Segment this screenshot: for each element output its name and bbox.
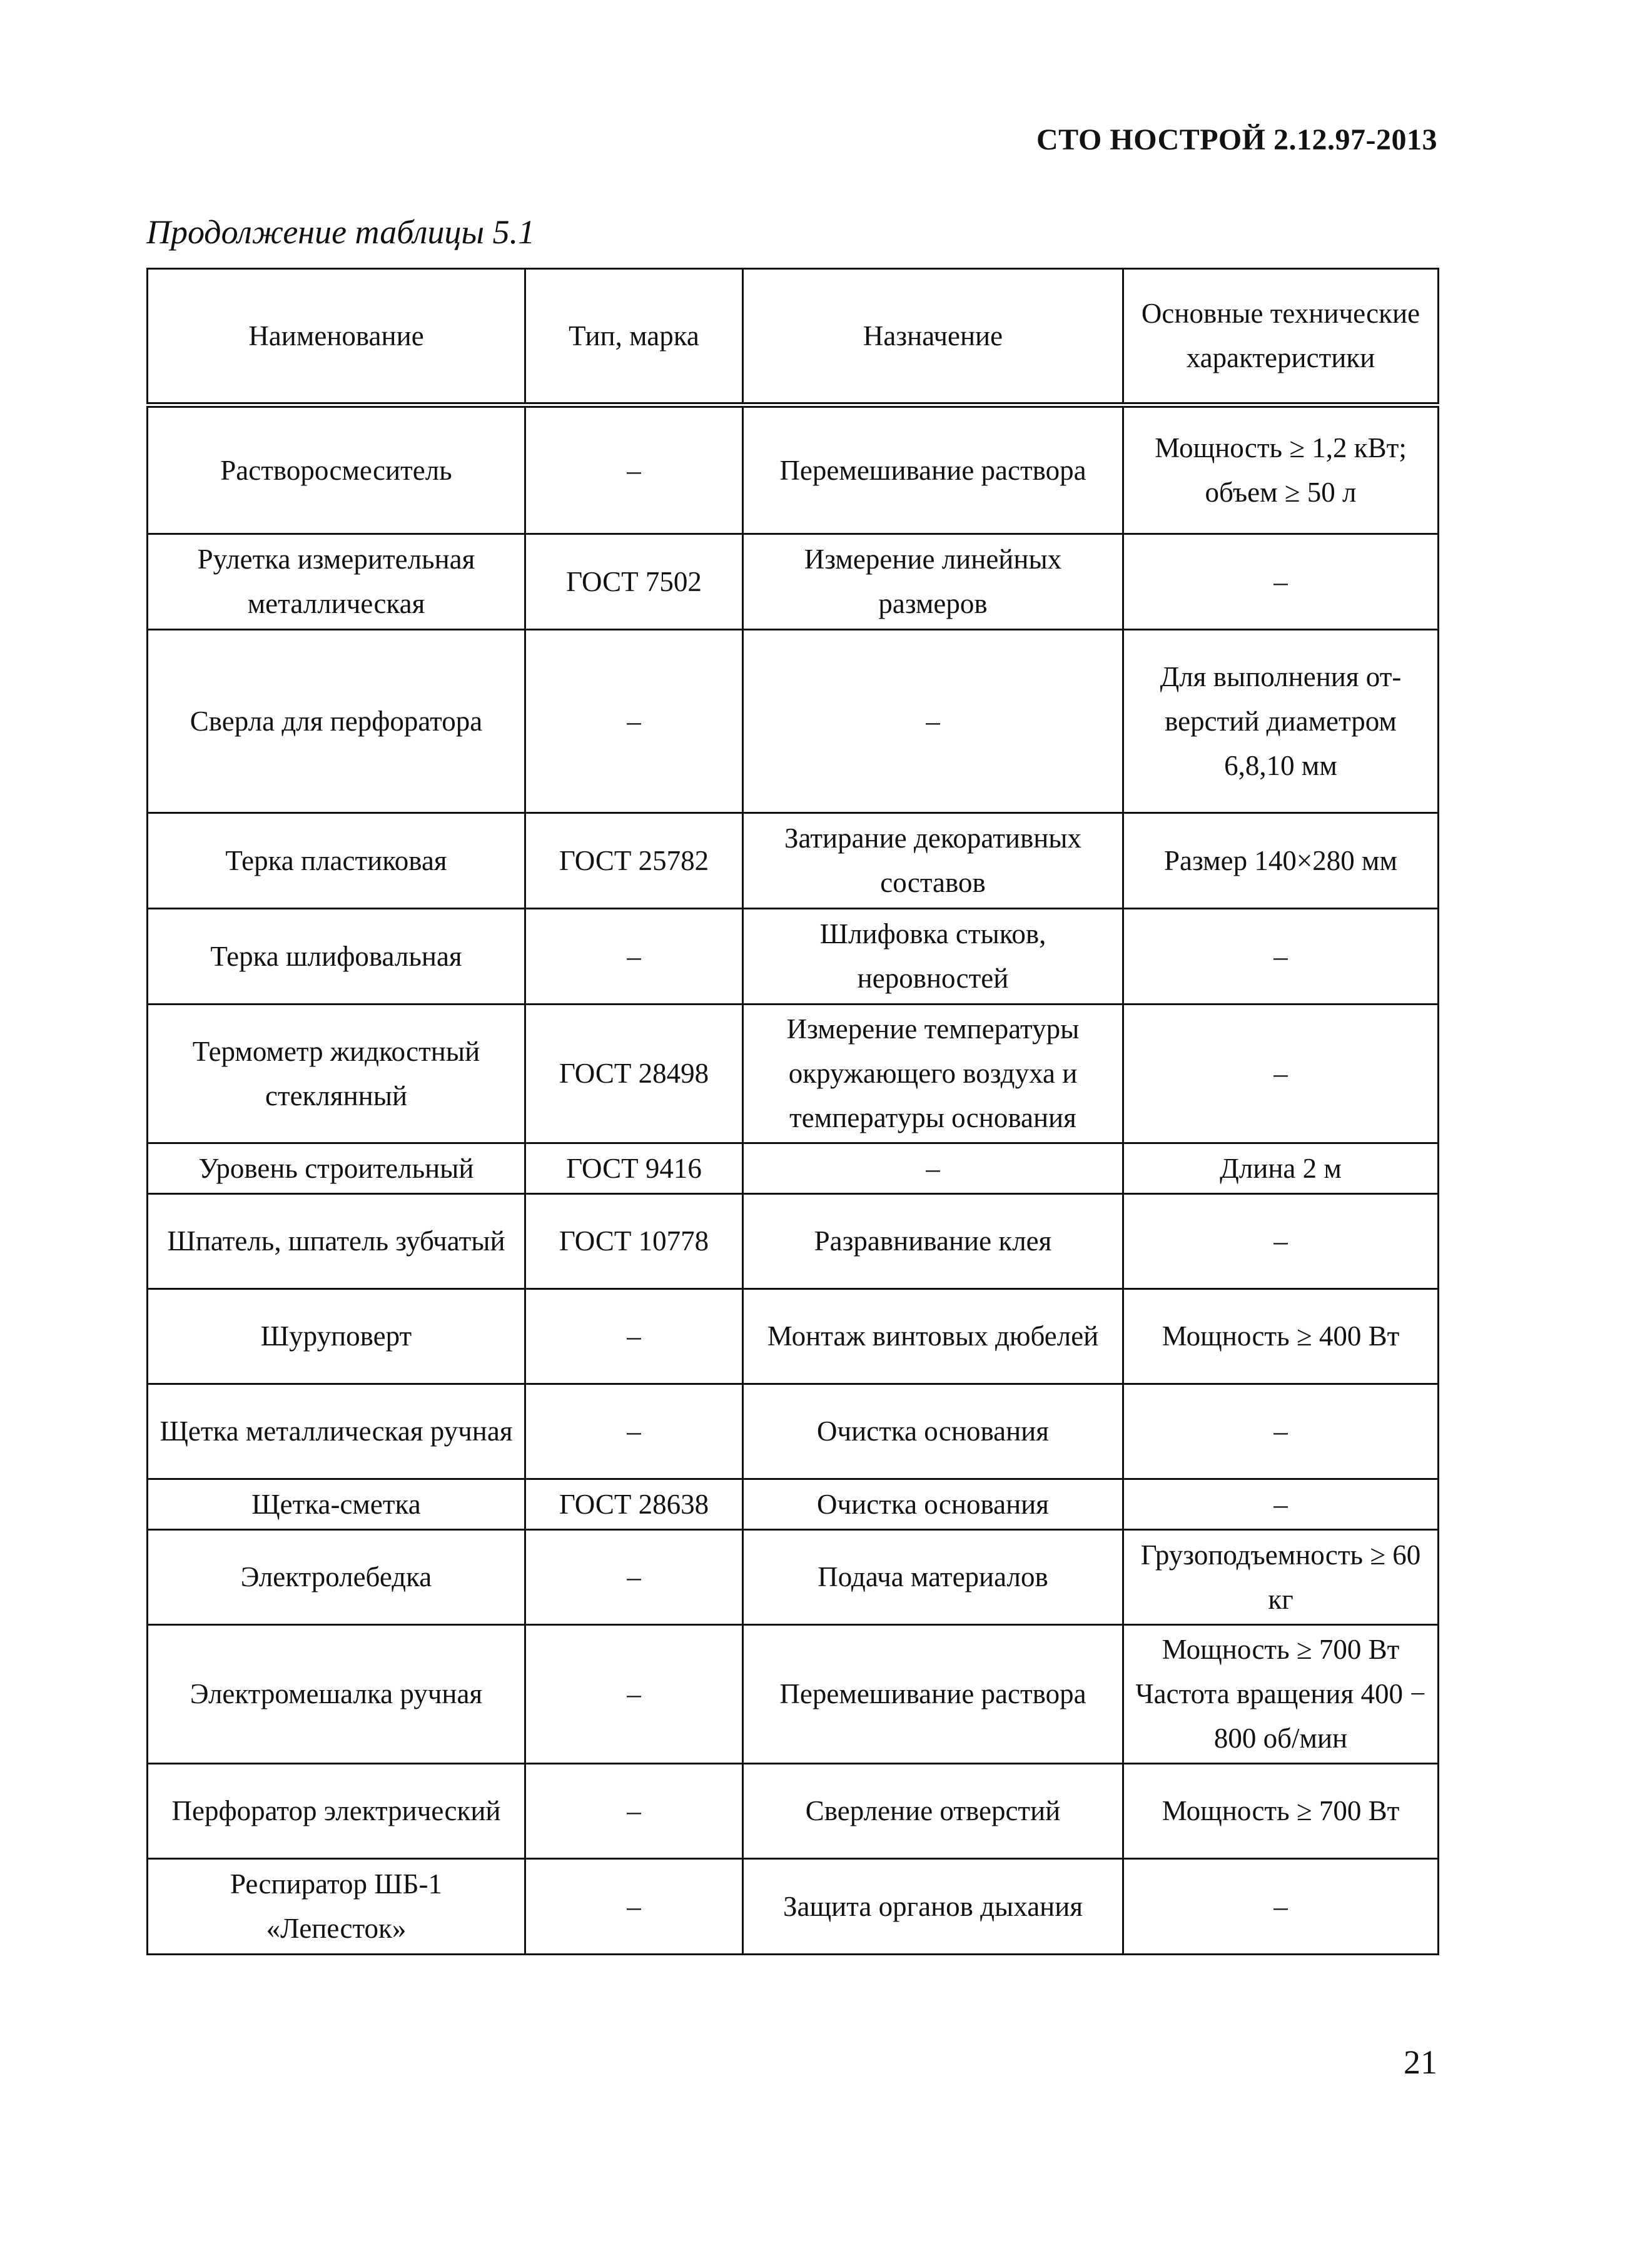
- equipment-table-container: [146, 268, 1437, 1955]
- cell-purpose: Измерение линейных размеров: [743, 534, 1123, 630]
- table-row: [148, 1859, 1439, 1955]
- cell-purpose: Монтаж винтовых дюбелей: [743, 1289, 1123, 1384]
- table-row: [148, 1625, 1439, 1764]
- cell-name: Уровень строительный: [148, 1143, 525, 1194]
- cell-type: –: [525, 630, 743, 813]
- cell-type: ГОСТ 25782: [525, 813, 743, 909]
- cell-name: Терка пластиковая: [148, 813, 525, 909]
- cell-purpose: –: [743, 1143, 1123, 1194]
- cell-specs: –: [1123, 909, 1439, 1005]
- cell-type: ГОСТ 9416: [525, 1143, 743, 1194]
- cell-type: ГОСТ 28638: [525, 1479, 743, 1530]
- cell-name: Рулетка измерительная металлическая: [148, 534, 525, 630]
- cell-purpose: Очистка основания: [743, 1384, 1123, 1479]
- cell-purpose: Сверление отверстий: [743, 1764, 1123, 1859]
- document-code: СТО НОСТРОЙ 2.12.97-2013: [1036, 123, 1437, 156]
- table-row: [148, 405, 1439, 534]
- cell-type: ГОСТ 28498: [525, 1005, 743, 1143]
- cell-specs: Для выполнения от-верстий диаметром 6,8,10 мм: [1123, 630, 1439, 813]
- cell-name: Шуруповерт: [148, 1289, 525, 1384]
- cell-purpose: Защита органов дыхания: [743, 1859, 1123, 1955]
- cell-type: –: [525, 1530, 743, 1625]
- table-row: [148, 1530, 1439, 1625]
- cell-name: Электромешалка ручная: [148, 1625, 525, 1764]
- cell-type: –: [525, 1625, 743, 1764]
- cell-specs: –: [1123, 1194, 1439, 1289]
- table-row: [148, 909, 1439, 1005]
- cell-type: ГОСТ 10778: [525, 1194, 743, 1289]
- cell-specs: –: [1123, 1005, 1439, 1143]
- cell-name: Терка шлифовальная: [148, 909, 525, 1005]
- cell-name: Растворосмеситель: [148, 405, 525, 534]
- cell-specs: Мощность ≥ 700 Вт: [1123, 1764, 1439, 1859]
- column-header-name: Наименование: [148, 269, 525, 405]
- cell-name: Перфоратор электрический: [148, 1764, 525, 1859]
- table-row: [148, 813, 1439, 909]
- cell-type: –: [525, 1384, 743, 1479]
- column-header-purpose: Назначение: [743, 269, 1123, 405]
- cell-specs: Грузоподъемность ≥ 60 кг: [1123, 1530, 1439, 1625]
- cell-type: –: [525, 405, 743, 534]
- cell-name: Шпатель, шпатель зубчатый: [148, 1194, 525, 1289]
- column-header-type: Тип, марка: [525, 269, 743, 405]
- table-row: [148, 1005, 1439, 1143]
- cell-specs: –: [1123, 1384, 1439, 1479]
- cell-purpose: Подача материалов: [743, 1530, 1123, 1625]
- cell-purpose: Разравнивание клея: [743, 1194, 1123, 1289]
- cell-purpose: Шлифовка стыков, неровностей: [743, 909, 1123, 1005]
- cell-name: Термометр жидкостный стеклянный: [148, 1005, 525, 1143]
- cell-purpose: Измерение температуры окружающего воздуха и температуры основания: [743, 1005, 1123, 1143]
- cell-type: –: [525, 1859, 743, 1955]
- cell-specs: Мощность ≥ 400 Вт: [1123, 1289, 1439, 1384]
- equipment-table: [146, 268, 1439, 1955]
- table-row: [148, 630, 1439, 813]
- cell-specs: Мощность ≥ 700 Вт Частота вращения 400 − 800 об/мин: [1123, 1625, 1439, 1764]
- cell-purpose: Затирание декоративных составов: [743, 813, 1123, 909]
- cell-purpose: Перемешивание раствора: [743, 1625, 1123, 1764]
- table-row: [148, 534, 1439, 630]
- cell-specs: Мощность ≥ 1,2 кВт; объем ≥ 50 л: [1123, 405, 1439, 534]
- page-number: 21: [1404, 2043, 1437, 2081]
- table-row: [148, 1194, 1439, 1289]
- table-row: [148, 1384, 1439, 1479]
- cell-purpose: Очистка основания: [743, 1479, 1123, 1530]
- cell-type: –: [525, 1289, 743, 1384]
- cell-specs: –: [1123, 534, 1439, 630]
- cell-name: Электролебедка: [148, 1530, 525, 1625]
- cell-specs: Длина 2 м: [1123, 1143, 1439, 1194]
- cell-name: Щетка-сметка: [148, 1479, 525, 1530]
- table-row: [148, 1479, 1439, 1530]
- cell-name: Респиратор ШБ-1 «Лепесток»: [148, 1859, 525, 1955]
- table-header-row: [148, 269, 1439, 405]
- cell-specs: –: [1123, 1859, 1439, 1955]
- cell-name: Щетка металлическая ручная: [148, 1384, 525, 1479]
- table-caption: Продолжение таблицы 5.1: [146, 213, 535, 251]
- cell-type: ГОСТ 7502: [525, 534, 743, 630]
- cell-name: Сверла для перфоратора: [148, 630, 525, 813]
- cell-type: –: [525, 909, 743, 1005]
- table-row: [148, 1143, 1439, 1194]
- cell-specs: Размер 140×280 мм: [1123, 813, 1439, 909]
- cell-purpose: –: [743, 630, 1123, 813]
- cell-type: –: [525, 1764, 743, 1859]
- table-row: [148, 1289, 1439, 1384]
- column-header-specs: Основные технические характеристики: [1123, 269, 1439, 405]
- cell-specs: –: [1123, 1479, 1439, 1530]
- cell-purpose: Перемешивание раствора: [743, 405, 1123, 534]
- table-row: [148, 1764, 1439, 1859]
